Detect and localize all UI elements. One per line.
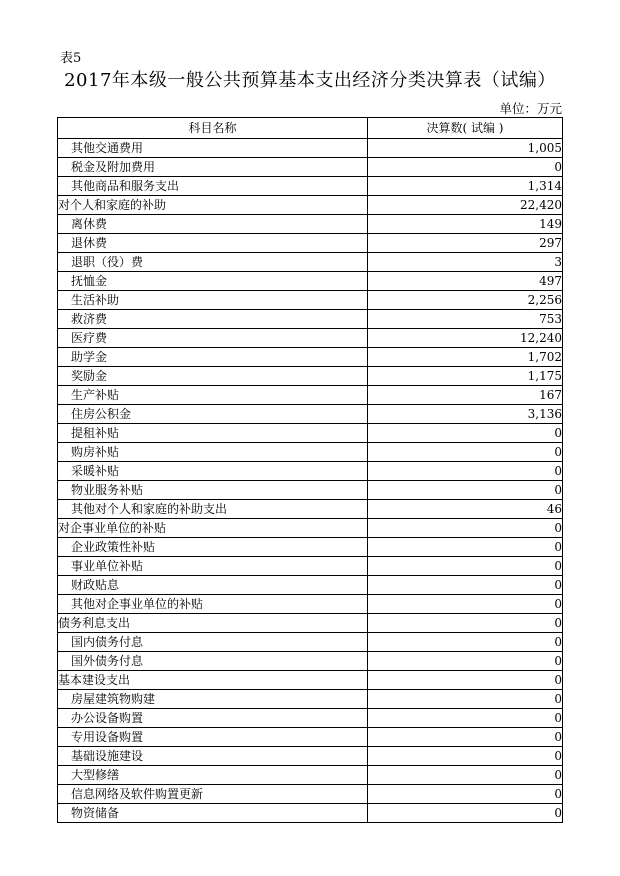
row-value-cell: 0 xyxy=(368,424,563,443)
row-value-cell: 46 xyxy=(368,500,563,519)
row-value-cell: 1,175 xyxy=(368,367,563,386)
row-value-cell: 0 xyxy=(368,614,563,633)
table-header-row xyxy=(58,118,563,139)
row-name-cell: 助学金 xyxy=(58,348,368,367)
table-row xyxy=(58,614,563,633)
row-name-cell: 国内债务付息 xyxy=(58,633,368,652)
table-row xyxy=(58,557,563,576)
row-value-cell: 0 xyxy=(368,443,563,462)
table-row xyxy=(58,196,563,215)
row-name-cell: 生产补贴 xyxy=(58,386,368,405)
table-row xyxy=(58,348,563,367)
table-row xyxy=(58,690,563,709)
row-value-cell: 3,136 xyxy=(368,405,563,424)
row-name-cell: 其他商品和服务支出 xyxy=(58,177,368,196)
column-header-amount: 决算数( 试编 ) xyxy=(368,118,563,139)
row-value-cell: 1,314 xyxy=(368,177,563,196)
table-row xyxy=(58,576,563,595)
table-row xyxy=(58,386,563,405)
row-name-cell: 物资储备 xyxy=(58,804,368,823)
row-name-cell: 基础设施建设 xyxy=(58,747,368,766)
table-row xyxy=(58,272,563,291)
row-name-cell: 其他对个人和家庭的补助支出 xyxy=(58,500,368,519)
row-name-cell: 信息网络及软件购置更新 xyxy=(58,785,368,804)
row-value-cell: 0 xyxy=(368,462,563,481)
row-value-cell: 0 xyxy=(368,671,563,690)
row-value-cell: 0 xyxy=(368,481,563,500)
row-value-cell: 0 xyxy=(368,709,563,728)
row-name-cell: 离休费 xyxy=(58,215,368,234)
row-name-cell: 债务利息支出 xyxy=(58,614,368,633)
table-row xyxy=(58,652,563,671)
table-row xyxy=(58,728,563,747)
table-row xyxy=(58,234,563,253)
budget-table xyxy=(57,117,563,823)
row-value-cell: 0 xyxy=(368,728,563,747)
row-name-cell: 基本建设支出 xyxy=(58,671,368,690)
row-name-cell: 抚恤金 xyxy=(58,272,368,291)
row-value-cell: 497 xyxy=(368,272,563,291)
row-value-cell: 0 xyxy=(368,576,563,595)
row-value-cell: 0 xyxy=(368,747,563,766)
row-name-cell: 税金及附加费用 xyxy=(58,158,368,177)
row-name-cell: 退职（役）费 xyxy=(58,253,368,272)
row-name-cell: 提租补贴 xyxy=(58,424,368,443)
table-row xyxy=(58,462,563,481)
row-name-cell: 财政贴息 xyxy=(58,576,368,595)
row-value-cell: 22,420 xyxy=(368,196,563,215)
row-name-cell: 办公设备购置 xyxy=(58,709,368,728)
table-row xyxy=(58,215,563,234)
table-row xyxy=(58,747,563,766)
row-value-cell: 0 xyxy=(368,785,563,804)
row-name-cell: 住房公积金 xyxy=(58,405,368,424)
row-name-cell: 生活补助 xyxy=(58,291,368,310)
row-value-cell: 0 xyxy=(368,158,563,177)
row-value-cell: 0 xyxy=(368,538,563,557)
table-row xyxy=(58,500,563,519)
table-row xyxy=(58,785,563,804)
table-row xyxy=(58,671,563,690)
row-name-cell: 退休费 xyxy=(58,234,368,253)
table-row xyxy=(58,766,563,785)
row-name-cell: 专用设备购置 xyxy=(58,728,368,747)
table-row xyxy=(58,158,563,177)
table-label: 表5 xyxy=(60,51,82,66)
table-row xyxy=(58,538,563,557)
row-value-cell: 3 xyxy=(368,253,563,272)
table-row xyxy=(58,253,563,272)
row-value-cell: 167 xyxy=(368,386,563,405)
row-name-cell: 奖励金 xyxy=(58,367,368,386)
row-value-cell: 1,005 xyxy=(368,139,563,158)
row-value-cell: 2,256 xyxy=(368,291,563,310)
row-name-cell: 购房补贴 xyxy=(58,443,368,462)
table-row xyxy=(58,481,563,500)
row-name-cell: 大型修缮 xyxy=(58,766,368,785)
table-row xyxy=(58,310,563,329)
column-header-name: 科目名称 xyxy=(58,118,368,139)
row-name-cell: 其他对企事业单位的补贴 xyxy=(58,595,368,614)
table-body xyxy=(58,139,563,823)
table-row xyxy=(58,633,563,652)
row-name-cell: 医疗费 xyxy=(58,329,368,348)
row-value-cell: 0 xyxy=(368,766,563,785)
row-value-cell: 753 xyxy=(368,310,563,329)
table-row xyxy=(58,291,563,310)
row-name-cell: 采暖补贴 xyxy=(58,462,368,481)
row-value-cell: 12,240 xyxy=(368,329,563,348)
row-value-cell: 0 xyxy=(368,633,563,652)
row-value-cell: 0 xyxy=(368,557,563,576)
row-value-cell: 0 xyxy=(368,652,563,671)
table-row xyxy=(58,424,563,443)
table-row xyxy=(58,443,563,462)
table-row xyxy=(58,595,563,614)
row-value-cell: 297 xyxy=(368,234,563,253)
row-name-cell: 对个人和家庭的补助 xyxy=(58,196,368,215)
row-value-cell: 0 xyxy=(368,595,563,614)
table-row xyxy=(58,177,563,196)
table-row xyxy=(58,367,563,386)
row-name-cell: 国外债务付息 xyxy=(58,652,368,671)
table-row xyxy=(58,519,563,538)
page-title: 2017年本级一般公共预算基本支出经济分类决算表（试编） xyxy=(64,70,556,91)
unit-label: 单位：万元 xyxy=(499,101,562,116)
row-name-cell: 救济费 xyxy=(58,310,368,329)
table-row xyxy=(58,804,563,823)
table-row xyxy=(58,709,563,728)
table-row xyxy=(58,405,563,424)
row-value-cell: 0 xyxy=(368,690,563,709)
row-name-cell: 房屋建筑物购建 xyxy=(58,690,368,709)
row-name-cell: 企业政策性补贴 xyxy=(58,538,368,557)
row-value-cell: 0 xyxy=(368,519,563,538)
row-value-cell: 149 xyxy=(368,215,563,234)
row-name-cell: 事业单位补贴 xyxy=(58,557,368,576)
row-name-cell: 物业服务补贴 xyxy=(58,481,368,500)
row-name-cell: 对企事业单位的补贴 xyxy=(58,519,368,538)
row-value-cell: 0 xyxy=(368,804,563,823)
row-name-cell: 其他交通费用 xyxy=(58,139,368,158)
table-row xyxy=(58,329,563,348)
row-value-cell: 1,702 xyxy=(368,348,563,367)
table-row xyxy=(58,139,563,158)
